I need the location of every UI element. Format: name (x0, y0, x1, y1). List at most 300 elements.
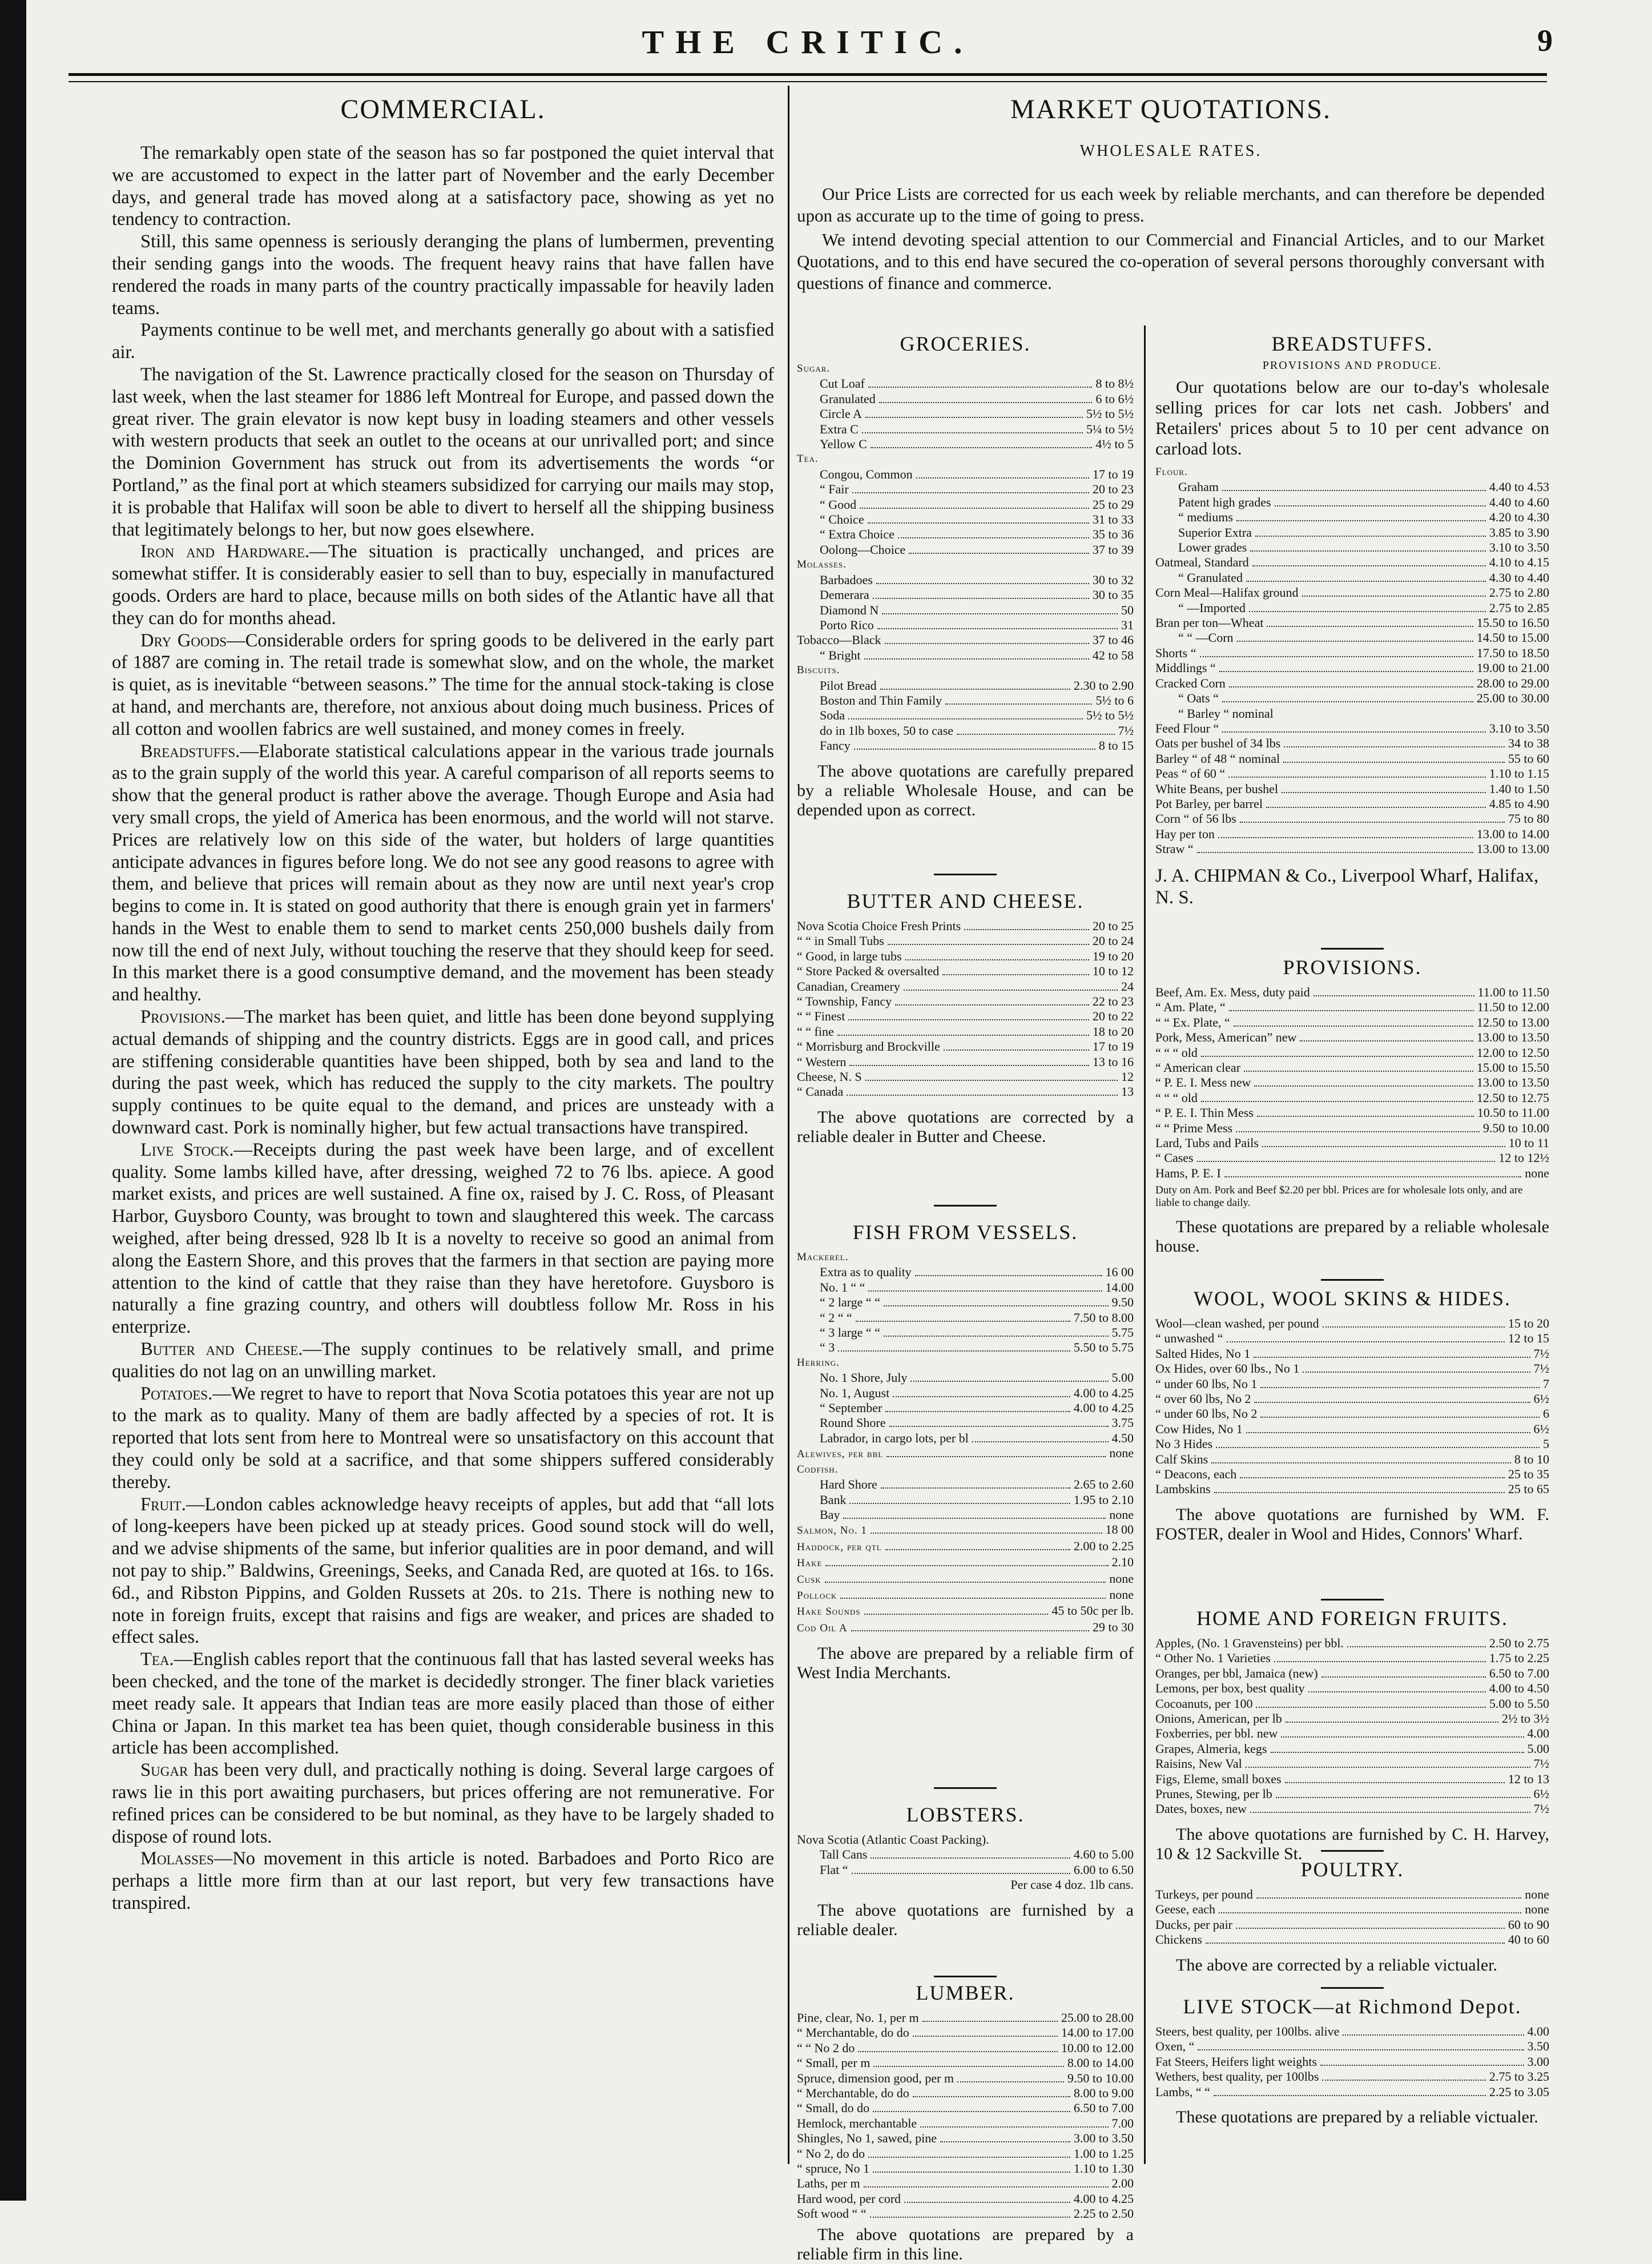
price-row (797, 1587, 1134, 1603)
price-label: Chickens (1155, 1932, 1202, 1947)
price-label: “ Merchantable, do do (797, 2025, 909, 2040)
wool-section (1155, 1279, 1549, 1599)
price-value: 3.75 (1111, 1415, 1134, 1430)
livestock-table (1155, 2024, 1549, 2100)
price-label: Pot Barley, per barrel (1155, 796, 1263, 811)
lobsters-section (797, 1787, 1134, 1976)
price-label: No. 1 “ “ (820, 1280, 865, 1294)
price-label: Shingles, No 1, sawed, pine (797, 2131, 937, 2146)
price-label: Diamond N (820, 602, 879, 617)
poultry-heading: POULTRY. (1300, 1858, 1404, 1881)
price-label: No. 1, August (820, 1385, 890, 1400)
price-value: 5½ to 5½ (1086, 407, 1134, 421)
leader-dots (876, 582, 1089, 584)
price-value: 9.50 (1111, 1295, 1134, 1310)
provisions-section (1155, 948, 1549, 1279)
price-value: 8 to 8½ (1095, 376, 1134, 391)
price-label: Apples, (No. 1 Gravensteins) per bbl. (1155, 1636, 1344, 1650)
leader-dots (1246, 1766, 1530, 1768)
leader-dots (856, 1320, 1070, 1322)
price-value: 45 to 50c per lb. (1051, 1603, 1134, 1618)
price-label: Lower grades (1178, 540, 1247, 555)
section-rule (1321, 1599, 1384, 1601)
price-value: 5¼ to 5½ (1086, 421, 1134, 436)
leader-dots (851, 1630, 1089, 1631)
breadstuffs-section (1155, 328, 1549, 945)
commercial-heading: COMMERCIAL. (340, 94, 546, 124)
price-value: 25 to 65 (1508, 1482, 1549, 1497)
butter-cheese-section (797, 874, 1134, 1205)
leader-dots (972, 1441, 1109, 1442)
leader-dots (884, 1335, 1109, 1337)
price-label: Demerara (820, 588, 869, 602)
paragraph-text: —The market has been quiet, and little has been done beyond supplying actual demands of shipping and the country districts. Eggs are in good call, and prices are stiffening considerable quantities have been shipped, both by sea and land to the during the past week, which has reduced the supply to the city markets. The poultry supply continues to be quite equal to the demand, and prices are unsteady with a downward cast. Pork is nominally higher, but few actual transactions have transpired. (112, 1007, 774, 1139)
price-row (797, 2041, 1134, 2056)
leader-dots (1229, 1010, 1474, 1011)
price-value: 4.00 to 4.25 (1073, 1401, 1134, 1415)
section-rule (1321, 1850, 1384, 1852)
leader-dots (882, 613, 1118, 614)
price-row (1155, 495, 1549, 510)
price-label: Raisins, New Val (1155, 1756, 1242, 1771)
lumber-note: The above quotations are prepared by a reliable firm in this line. (797, 2225, 1134, 2263)
section-rule (934, 1787, 997, 1789)
leader-dots (913, 2035, 1058, 2037)
price-value: 7½ (1533, 1756, 1549, 1771)
paper-title: THE CRITIC. (642, 23, 974, 61)
groceries-heading: GROCERIES. (900, 332, 1031, 355)
price-value: 8 to 10 (1514, 1451, 1549, 1466)
price-label: Herring. (797, 1356, 840, 1369)
leader-dots (1236, 520, 1486, 521)
leader-dots (1343, 2034, 1524, 2036)
price-label: Pork, Mess, American” new (1155, 1030, 1297, 1045)
price-row (797, 2146, 1134, 2161)
price-row (1155, 1136, 1549, 1151)
leader-dots (862, 432, 1083, 433)
price-row (797, 2010, 1134, 2025)
price-row (797, 2131, 1134, 2146)
leader-dots (957, 2081, 1064, 2082)
leader-dots (1302, 595, 1486, 597)
price-value: 15.00 to 15.50 (1476, 1060, 1549, 1075)
price-row (797, 422, 1134, 437)
market-header (797, 86, 1545, 331)
leader-dots (870, 2216, 1070, 2218)
price-label: “ Fair (820, 482, 849, 497)
price-value: 2.00 to 2.25 (1073, 1538, 1134, 1553)
leader-dots (1323, 1326, 1505, 1328)
price-row (1155, 2024, 1549, 2039)
leader-dots (904, 2201, 1070, 2203)
price-row (797, 1039, 1134, 1054)
price-label: Foxberries, per bbl. new (1155, 1726, 1278, 1741)
price-row (797, 482, 1134, 497)
butter-cheese-note: The above quotations are corrected by a reliable dealer in Butter and Cheese. (797, 1107, 1134, 1146)
price-label: Cheese, N. S (797, 1069, 862, 1084)
price-row (797, 1555, 1134, 1571)
price-row (797, 1832, 1134, 1847)
price-label: Beef, Am. Ex. Mess, duty paid (1155, 985, 1310, 999)
price-value: 4.00 to 4.25 (1073, 1385, 1134, 1400)
paragraph-lead: Sugar (140, 1760, 188, 1781)
paragraph-lead: Breadstuffs. (140, 741, 240, 762)
price-row (797, 1415, 1134, 1430)
price-value: 11.00 to 11.50 (1477, 985, 1549, 999)
leader-dots (1224, 1176, 1521, 1177)
price-value: 4.10 to 4.15 (1489, 555, 1549, 570)
price-row (1155, 2069, 1549, 2084)
price-row (1155, 1887, 1549, 1902)
price-value: 4.50 (1111, 1430, 1134, 1445)
price-value: 10.00 to 12.00 (1061, 2040, 1134, 2055)
price-label: Salmon, No. 1 (797, 1525, 867, 1537)
leader-dots (1320, 2064, 1524, 2066)
price-label: “ Western (797, 1054, 847, 1069)
price-row (797, 1539, 1134, 1555)
price-label: Laths, per m (797, 2176, 860, 2191)
price-label: “ “ Prime Mess (1155, 1120, 1233, 1135)
price-row (1155, 630, 1549, 645)
price-row (797, 1356, 1134, 1370)
price-value: 6.00 to 6.50 (1073, 1862, 1134, 1877)
price-value: 2.75 to 2.85 (1489, 600, 1549, 615)
paragraph-lead: Iron and Hardware. (140, 541, 310, 562)
price-value: none (1109, 1446, 1134, 1461)
commercial-paragraph (112, 231, 774, 319)
price-value: 1.40 to 1.50 (1489, 781, 1549, 796)
commercial-paragraph (112, 319, 774, 364)
price-row (1155, 1801, 1549, 1816)
price-value: 4.00 to 4.25 (1073, 2191, 1134, 2206)
price-value: 2.00 (1111, 2176, 1134, 2191)
price-value: 34 to 38 (1508, 736, 1549, 751)
commercial-paragraph (112, 541, 774, 629)
price-value: 2.30 to 2.90 (1073, 678, 1134, 693)
fruits-section (1155, 1599, 1549, 1863)
commercial-paragraph (112, 364, 774, 541)
price-row (797, 361, 1134, 376)
leader-dots (1246, 580, 1486, 582)
price-row (1155, 1392, 1549, 1406)
price-label: “ “ Ex. Plate, “ (1155, 1015, 1230, 1030)
price-label: Calf Skins (1155, 1451, 1208, 1466)
leader-dots (852, 492, 1089, 493)
price-label: “ Granulated (1178, 570, 1243, 585)
price-label: Round Shore (820, 1415, 886, 1430)
price-row (797, 1401, 1134, 1415)
price-row (797, 708, 1134, 723)
price-label: Hake (797, 1557, 823, 1570)
price-row (797, 1847, 1134, 1862)
paragraph-lead: Molasses (140, 1848, 214, 1869)
price-row (797, 1280, 1134, 1295)
livestock-section (1155, 1987, 1549, 2201)
price-label: Bay (820, 1507, 840, 1522)
price-label: Cow Hides, No 1 (1155, 1421, 1243, 1436)
price-row (1155, 827, 1549, 842)
price-value: 6.50 to 7.00 (1073, 2101, 1134, 2116)
price-label: Congou, Common (820, 467, 913, 481)
price-label: Flour. (1155, 466, 1188, 478)
price-label: “ Other No. 1 Varieties (1155, 1651, 1271, 1666)
price-label: Codfish. (797, 1463, 839, 1475)
leader-dots (1244, 1070, 1473, 1072)
paragraph-text: The navigation of the St. Lawrence practically closed for the season on Thursday of last week, when the last steamer for 1886 left Montreal for Europe, and passed down the great river. The grain elevator is now kept busy in loading steamers and other vessels with western products that seek an outlet to the oceans at our unrivalled port; and since the Dominion Government has struck out from its advertisements the words “or Portland,” as the final port at which steamers subsidized for carrying our mails may stop, it is probable that Halifax will soon be able to divert to herself all the shipping business that legitimately belongs to her, but now goes elsewhere. (112, 364, 774, 540)
leader-dots (868, 386, 1093, 388)
price-row (797, 2161, 1134, 2176)
paragraph-text: Payments continue to be well met, and merchants generally go about with a satisfied air. (112, 320, 774, 363)
price-row (797, 949, 1134, 964)
price-value: 4.40 to 4.60 (1489, 494, 1549, 509)
leader-dots (860, 507, 1089, 509)
lumber-table (797, 2010, 1134, 2222)
price-value: 6½ (1533, 1421, 1549, 1436)
leader-dots (1274, 1660, 1486, 1662)
price-label: “ Deacons, each (1155, 1467, 1237, 1482)
paragraph-lead: Potatoes. (140, 1383, 213, 1404)
leader-dots (1237, 640, 1473, 642)
leader-dots (1255, 535, 1486, 537)
price-value: 37 to 39 (1092, 542, 1134, 557)
leader-dots (848, 1019, 1089, 1020)
price-value: 20 to 23 (1092, 482, 1134, 497)
price-label: “ —Imported (1178, 600, 1246, 615)
price-row (1155, 525, 1549, 540)
price-row (797, 2176, 1134, 2191)
price-value: 6½ (1533, 1392, 1549, 1406)
price-label: Extra as to quality (820, 1265, 912, 1280)
leader-dots (1308, 1691, 1486, 1692)
leader-dots (1236, 1131, 1480, 1132)
price-row (1155, 1075, 1549, 1090)
provisions-note: These quotations are prepared by a reliable wholesale house. (1155, 1217, 1549, 1256)
price-row (797, 392, 1134, 407)
price-label: “ over 60 lbs, No 2 (1155, 1392, 1251, 1406)
price-value: 25.00 to 30.00 (1476, 691, 1549, 706)
price-label: Per case 4 doz. 1lb cans. (1010, 1877, 1134, 1892)
leader-dots (1246, 1431, 1530, 1433)
price-row (1155, 616, 1549, 630)
price-label: “ Canada (797, 1084, 844, 1099)
price-label: “ Choice (820, 512, 864, 527)
leader-dots (1250, 1811, 1530, 1813)
price-row (797, 557, 1134, 572)
paragraph-lead: Tea. (140, 1649, 174, 1670)
price-label: “ P. E. I. Thin Mess (1155, 1105, 1254, 1120)
price-label: Straw “ (1155, 842, 1194, 856)
price-row (797, 467, 1134, 482)
price-row (1155, 1711, 1549, 1726)
price-row (1155, 1787, 1549, 1801)
price-value: 4.00 to 4.50 (1489, 1681, 1549, 1696)
price-label: Canadian, Creamery (797, 979, 900, 994)
price-row (797, 1863, 1134, 1877)
price-label: Sugar. (797, 363, 831, 375)
leader-dots (864, 2186, 1109, 2187)
price-row (1155, 1166, 1549, 1181)
price-value: none (1109, 1507, 1134, 1522)
price-label: “ Cases (1155, 1151, 1194, 1165)
leader-dots (1206, 1942, 1505, 1944)
price-row (1155, 782, 1549, 797)
price-value: 1.10 to 1.30 (1073, 2161, 1134, 2176)
price-label: Oolong—Choice (820, 542, 906, 557)
leader-dots (887, 1455, 1106, 1457)
commercial-paragraph (112, 1006, 774, 1139)
fruits-heading: HOME AND FOREIGN FRUITS. (1196, 1607, 1509, 1630)
price-value: 12 to 13 (1508, 1771, 1549, 1786)
leader-dots (1219, 670, 1473, 672)
price-value: 7½ (1533, 1361, 1549, 1376)
paragraph-lead: Butter and Cheese. (140, 1339, 303, 1360)
price-label: “ Small, per m (797, 2056, 871, 2070)
leader-dots (1256, 1897, 1521, 1899)
price-row (797, 738, 1134, 753)
price-row (1155, 2054, 1549, 2069)
price-value: 6 to 6½ (1095, 391, 1134, 406)
price-row (1155, 1316, 1549, 1331)
price-label: Bran per ton—Wheat (1155, 616, 1264, 630)
leader-dots (1229, 686, 1473, 687)
groceries-section (797, 328, 1134, 868)
price-value: 13.00 to 13.50 (1476, 1075, 1549, 1090)
price-row (797, 648, 1134, 663)
leader-dots (1200, 656, 1473, 657)
price-value: 4.30 to 4.40 (1489, 570, 1549, 585)
price-label: Wethers, best quality, per 100lbs (1155, 2069, 1319, 2084)
leader-dots (1313, 995, 1474, 996)
price-label: Haddock, per qtl (797, 1541, 882, 1553)
paragraph-text: —No movement in this article is noted. Barbadoes and Porto Rico are perhaps a little more firm than at our last report, but very few transactions have transpired. (112, 1848, 774, 1913)
leader-dots (849, 1064, 1089, 1066)
lobsters-table (797, 1832, 1134, 1893)
price-label: “ “ No 2 do (797, 2040, 855, 2055)
commercial-paragraph (112, 1383, 774, 1494)
leader-dots (945, 703, 1092, 705)
commercial-paragraph (112, 1648, 774, 1759)
butter-cheese-heading: BUTTER AND CHEESE. (847, 890, 1084, 912)
paragraph-lead: Live Stock. (140, 1139, 234, 1160)
price-value: 13.00 to 13.50 (1476, 1030, 1549, 1045)
price-row (797, 1265, 1134, 1280)
price-row (1155, 540, 1549, 555)
price-row (797, 1325, 1134, 1340)
price-row (797, 934, 1134, 948)
price-label: Shorts “ (1155, 645, 1196, 660)
market-heading: MARKET QUOTATIONS. (1010, 94, 1331, 124)
commercial-paragraph (112, 1848, 774, 1914)
price-row (1155, 691, 1549, 706)
leader-dots (893, 1396, 1070, 1397)
price-label: Grapes, Almeria, kegs (1155, 1741, 1267, 1756)
leader-dots (871, 447, 1093, 448)
price-row (797, 723, 1134, 738)
price-row (797, 2191, 1134, 2206)
paragraph-text: The remarkably open state of the season has so far postponed the quiet interval that we are accustomed to expect in the latter part of November and the early December days, and general trade has moved along at a satisfactory pace, showing as yet no tendency to contraction. (112, 143, 774, 230)
price-value: 28.00 to 29.00 (1476, 675, 1549, 690)
price-row (1155, 585, 1549, 600)
price-row (797, 1310, 1134, 1325)
leader-dots (838, 1350, 1070, 1352)
price-label: “ Merchantable, do do (797, 2086, 909, 2101)
price-value: 5.50 to 5.75 (1073, 1340, 1134, 1355)
price-value: 12.00 to 12.50 (1476, 1045, 1549, 1060)
fruits-note: The above quotations are furnished by C. H. Harvey, 10 & 12 Sackville St. (1155, 1824, 1549, 1863)
leader-dots (1201, 1100, 1473, 1102)
leader-dots (1222, 489, 1486, 491)
leader-dots (922, 2020, 1058, 2022)
market-subheading: WHOLESALE RATES. (1079, 142, 1262, 160)
price-row (797, 1603, 1134, 1619)
leader-dots (1254, 1356, 1530, 1358)
paragraph-text: —The situation is practically unchanged, and prices are somewhat stiffer. It is considerably easier to sell than to buy, especially in manufactured goods. Orders are hard to place, because mills on both sides of the Atlantic have all that they can do for months ahead. (112, 541, 775, 629)
price-value: 2.75 to 2.80 (1489, 585, 1549, 600)
price-label: Biscuits. (797, 664, 840, 677)
price-row (797, 603, 1134, 618)
price-row (1155, 985, 1549, 1000)
price-value: 5½ to 5½ (1086, 708, 1134, 723)
masthead-rule (69, 73, 1547, 82)
leader-dots (1197, 851, 1473, 853)
price-value: 25 to 29 (1092, 497, 1134, 512)
price-row (1155, 1772, 1549, 1787)
price-label: Soda (820, 708, 845, 723)
price-value: 3.00 (1527, 2054, 1549, 2069)
price-row (797, 964, 1134, 979)
price-label: Granulated (820, 391, 876, 406)
price-value: 5.00 (1527, 1741, 1549, 1756)
leader-dots (865, 1079, 1118, 1081)
price-label: Tea. (797, 453, 819, 465)
price-label: Bank (820, 1492, 847, 1507)
price-row (1155, 1467, 1549, 1482)
price-row (797, 1250, 1134, 1265)
price-label: Cusk (797, 1573, 821, 1586)
price-label: Figs, Eleme, small boxes (1155, 1771, 1282, 1786)
leader-dots (1285, 1782, 1505, 1783)
price-value: 14.00 to 17.00 (1061, 2025, 1134, 2040)
leader-dots (1252, 565, 1486, 566)
price-row (1155, 2085, 1549, 2100)
price-value: 5.75 (1111, 1325, 1134, 1340)
price-value: 2.50 to 2.75 (1489, 1636, 1549, 1650)
price-row (1155, 1666, 1549, 1681)
price-value: 4.85 to 4.90 (1489, 796, 1549, 811)
fish-heading: FISH FROM VESSELS. (852, 1221, 1078, 1244)
price-row (797, 437, 1134, 452)
price-label: Cocoanuts, per 100 (1155, 1696, 1253, 1711)
price-value: 20 to 22 (1092, 1009, 1134, 1024)
leader-dots (881, 1487, 1070, 1489)
paragraph-lead: Fruit. (140, 1494, 186, 1515)
price-value: 37 to 46 (1092, 633, 1134, 648)
leader-dots (864, 658, 1089, 660)
price-label: Boston and Thin Family (820, 693, 942, 707)
price-row (797, 2101, 1134, 2116)
leader-dots (1254, 1401, 1530, 1403)
price-value: 24 (1121, 979, 1134, 994)
price-value: 3.10 to 3.50 (1489, 540, 1549, 555)
price-row (1155, 1361, 1549, 1376)
leader-dots (885, 1410, 1070, 1412)
leader-dots (873, 2110, 1070, 2112)
paragraph-lead: Provisions. (140, 1007, 225, 1028)
price-value: 40 to 60 (1508, 1932, 1549, 1947)
price-value: 2.65 to 2.60 (1073, 1477, 1134, 1492)
price-value: 14.00 (1105, 1280, 1134, 1294)
price-value: 20 to 24 (1092, 934, 1134, 948)
